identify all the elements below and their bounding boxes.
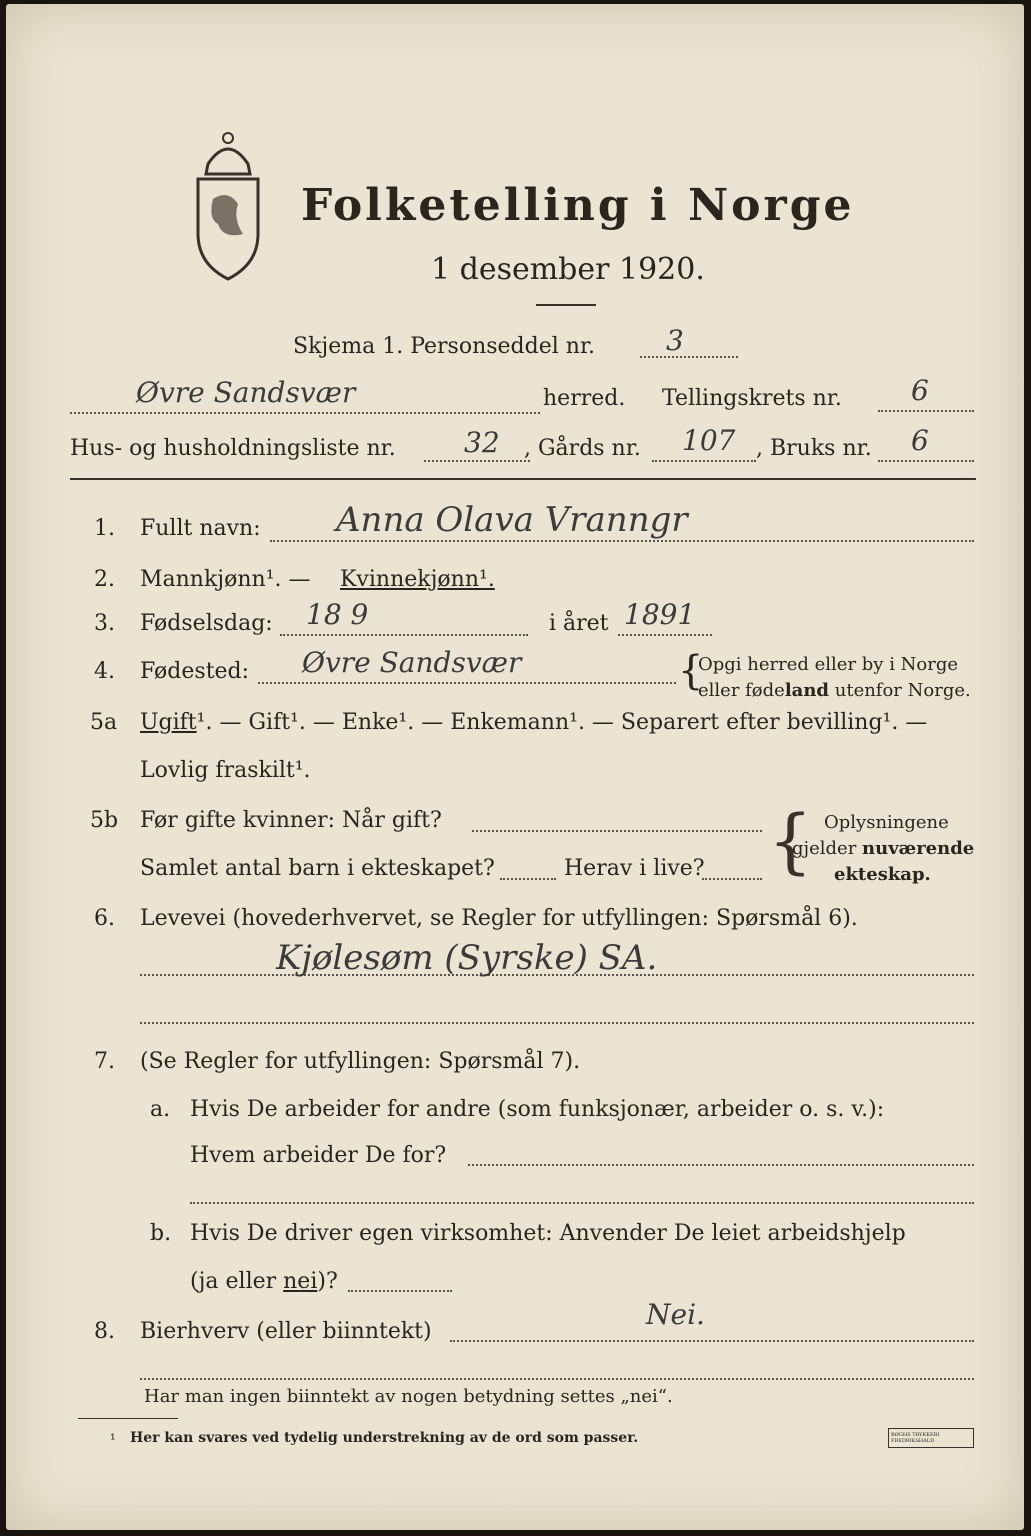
footnote-divider <box>78 1418 178 1419</box>
q6-line2 <box>140 1022 974 1024</box>
q7-label: (Se Regler for utfyllingen: Spørsmål 7). <box>140 1049 581 1074</box>
q5b-label1: Før gifte kvinner: Når gift? <box>140 808 442 833</box>
q7b-nei-option[interactable]: nei <box>283 1269 318 1294</box>
q5a-ugift-option[interactable]: Ugift <box>140 710 197 735</box>
q5b-line2a <box>500 878 556 880</box>
footer-note: Har man ingen biinntekt av nogen betydning settes „nei“. <box>144 1386 673 1407</box>
q5b-note2a: gjelder <box>792 838 863 859</box>
q8-number: 8. <box>94 1319 115 1344</box>
bruks-value[interactable]: 6 <box>911 424 929 457</box>
q5b-note2b: nuværende <box>862 838 975 859</box>
q5b-label2b: Herav i live? <box>564 856 705 881</box>
hus-label: Hus- og husholdningsliste nr. <box>70 436 396 461</box>
census-form-paper <box>6 4 1024 1530</box>
q5b-line2b <box>702 878 762 880</box>
title-divider <box>536 304 596 306</box>
birthplace-value[interactable]: Øvre Sandsvær <box>302 646 522 679</box>
full-name-value[interactable]: Anna Olava Vranngr <box>336 500 688 540</box>
printer-stamp-text: BØGHS TRYKKERI FREDRIKSHALD <box>891 1432 940 1444</box>
q5b-note1: Oplysningene <box>824 812 949 833</box>
q7b-line2a: (ja eller <box>190 1269 284 1294</box>
q3-number: 3. <box>94 611 115 636</box>
q8-line2 <box>140 1378 974 1380</box>
q3-year-label: i året <box>549 611 609 636</box>
bruks-line <box>878 460 974 462</box>
q4-line <box>258 682 676 684</box>
herred-label: herred. <box>543 386 626 411</box>
footnote-text: Her kan svares ved tydelig understrekning av de ord som passer. <box>130 1430 639 1446</box>
q5a-line2[interactable]: Lovlig fraskilt¹. <box>140 758 311 783</box>
q4-brace: { <box>678 648 704 694</box>
q4-note-2b: land <box>784 680 830 701</box>
q4-note-line1: Opgi herred eller by i Norge <box>698 654 959 675</box>
q5a-other-options[interactable]: ¹. — Gift¹. — Enke¹. — Enkemann¹. — Separert efter bevilling¹. — <box>196 710 928 735</box>
q7b-letter: b. <box>150 1221 172 1246</box>
q7b-line2 <box>190 1269 338 1294</box>
hus-value[interactable]: 32 <box>464 426 500 459</box>
q7a-answer-line <box>468 1164 974 1166</box>
side-income-value[interactable]: Nei. <box>646 1298 705 1331</box>
q4-note-2c: utenfor Norge. <box>829 680 971 701</box>
personseddel-line <box>640 356 738 358</box>
gards-label: , Gårds nr. <box>524 436 641 461</box>
form-title: Folketelling i Norge <box>301 180 855 231</box>
q5a-options <box>140 710 927 735</box>
q2-number: 2. <box>94 567 115 592</box>
personseddel-nr-value[interactable]: 3 <box>666 324 684 357</box>
birth-year-value[interactable]: 1891 <box>624 598 696 631</box>
q8-line <box>450 1340 974 1342</box>
q1-number: 1. <box>94 516 115 541</box>
q5b-note3 <box>834 864 931 885</box>
q2-female-option[interactable]: Kvinnekjønn¹. <box>340 567 495 592</box>
q7a-answer-line2 <box>190 1202 974 1204</box>
tellingskrets-line <box>878 410 974 412</box>
q3-year-line <box>618 634 712 636</box>
q7b-answer-line <box>348 1290 452 1292</box>
tellingskrets-label: Tellingskrets nr. <box>662 386 842 411</box>
q4-note-2a: eller føde <box>698 680 785 701</box>
q5a-number: 5a <box>90 710 118 735</box>
q7-number: 7. <box>94 1049 115 1074</box>
hus-line <box>424 460 530 462</box>
q5b-number: 5b <box>90 808 119 833</box>
q3-label: Fødselsdag: <box>140 611 273 636</box>
birth-day-value[interactable]: 18 9 <box>306 598 369 631</box>
q4-note-line2 <box>698 680 971 701</box>
q8-label: Bierhverv (eller biinntekt) <box>140 1319 432 1344</box>
footnote-marker: ¹ <box>110 1432 116 1448</box>
bruks-label: , Bruks nr. <box>756 436 872 461</box>
q5b-line1 <box>472 830 762 832</box>
q5b-note3-text: ekteskap. <box>834 864 931 885</box>
q7a-letter: a. <box>150 1097 171 1122</box>
q1-label: Fullt navn: <box>140 516 261 541</box>
herred-value[interactable]: Øvre Sandsvær <box>136 376 356 409</box>
gards-line <box>652 460 756 462</box>
q6-label: Levevei (hovederhvervet, se Regler for utfyllingen: Spørsmål 6). <box>140 906 858 931</box>
printer-stamp <box>888 1428 974 1448</box>
herred-line <box>70 412 540 414</box>
q4-number: 4. <box>94 659 115 684</box>
q5b-note2 <box>792 838 974 859</box>
q3-line <box>280 634 528 636</box>
q7a-line2: Hvem arbeider De for? <box>190 1143 447 1168</box>
header-divider <box>70 478 976 480</box>
q5b-brace: { <box>768 800 813 882</box>
occupation-value[interactable]: Kjølesøm (Syrske) SA. <box>276 938 658 978</box>
q2-male-option[interactable]: Mannkjønn¹. — <box>140 567 311 592</box>
q4-label: Fødested: <box>140 659 250 684</box>
q7b-line1: Hvis De driver egen virksomhet: Anvender De leiet arbeidshjelp <box>190 1221 906 1246</box>
skjema-label: Skjema 1. Personseddel nr. <box>293 334 596 359</box>
norwegian-coat-of-arms-icon <box>178 124 278 284</box>
q1-line <box>270 540 974 542</box>
census-date: 1 desember 1920. <box>431 252 705 287</box>
gards-value[interactable]: 107 <box>682 424 736 457</box>
q7b-line2c: )? <box>317 1269 338 1294</box>
q6-number: 6. <box>94 906 115 931</box>
tellingskrets-value[interactable]: 6 <box>911 374 929 407</box>
q7a-line1: Hvis De arbeider for andre (som funksjonær, arbeider o. s. v.): <box>190 1097 885 1122</box>
q5b-label2a: Samlet antal barn i ekteskapet? <box>140 856 495 881</box>
